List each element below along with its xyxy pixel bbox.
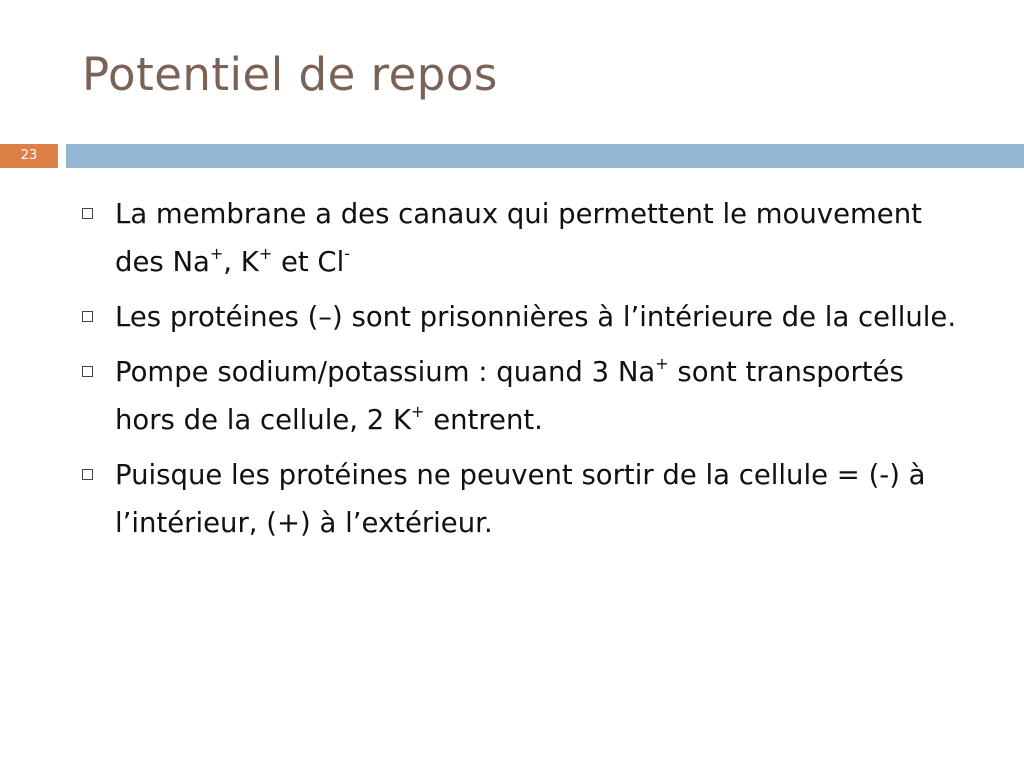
- bullet-text-segment: sont transportés hors de la cellule, 2 K: [115, 356, 904, 436]
- bullet-text: [115, 356, 904, 436]
- superscript-charge: +: [209, 244, 224, 263]
- bullet-text: [115, 198, 922, 278]
- bullet-text: [115, 459, 926, 539]
- superscript-charge: +: [258, 244, 273, 263]
- superscript-charge: +: [655, 354, 669, 373]
- bullet-item: [80, 451, 970, 547]
- bullet-text-segment: Puisque les protéines ne peuvent sortir de la cellule = (-) à l’intérieur, (+) à l’extérieur.: [115, 459, 926, 539]
- slide-number-badge: 23: [0, 144, 58, 168]
- square-bullet-icon: [82, 366, 93, 377]
- bullet-text-segment: , K: [223, 246, 259, 278]
- superscript-charge: +: [411, 402, 425, 421]
- accent-bar: [66, 144, 1024, 168]
- square-bullet-icon: [82, 311, 93, 322]
- superscript-charge: -: [344, 244, 351, 263]
- bullet-item: [80, 190, 970, 286]
- bullet-text-segment: Les protéines (–) sont prisonnières à l’intérieure de la cellule.: [115, 301, 957, 333]
- bullet-text-segment: et Cl: [272, 246, 345, 278]
- bullet-text-segment: La membrane a des canaux qui permettent le mouvement des Na: [115, 198, 922, 278]
- bullet-text: [115, 301, 956, 333]
- bullet-list: [80, 190, 970, 554]
- bullet-item: [80, 293, 970, 341]
- square-bullet-icon: [82, 469, 93, 480]
- bullet-text-segment: entrent.: [424, 404, 543, 436]
- bullet-text-segment: Pompe sodium/potassium : quand 3 Na: [115, 356, 656, 388]
- bullet-item: [80, 348, 970, 444]
- square-bullet-icon: [82, 208, 93, 219]
- slide-title: Potentiel de repos: [82, 48, 498, 101]
